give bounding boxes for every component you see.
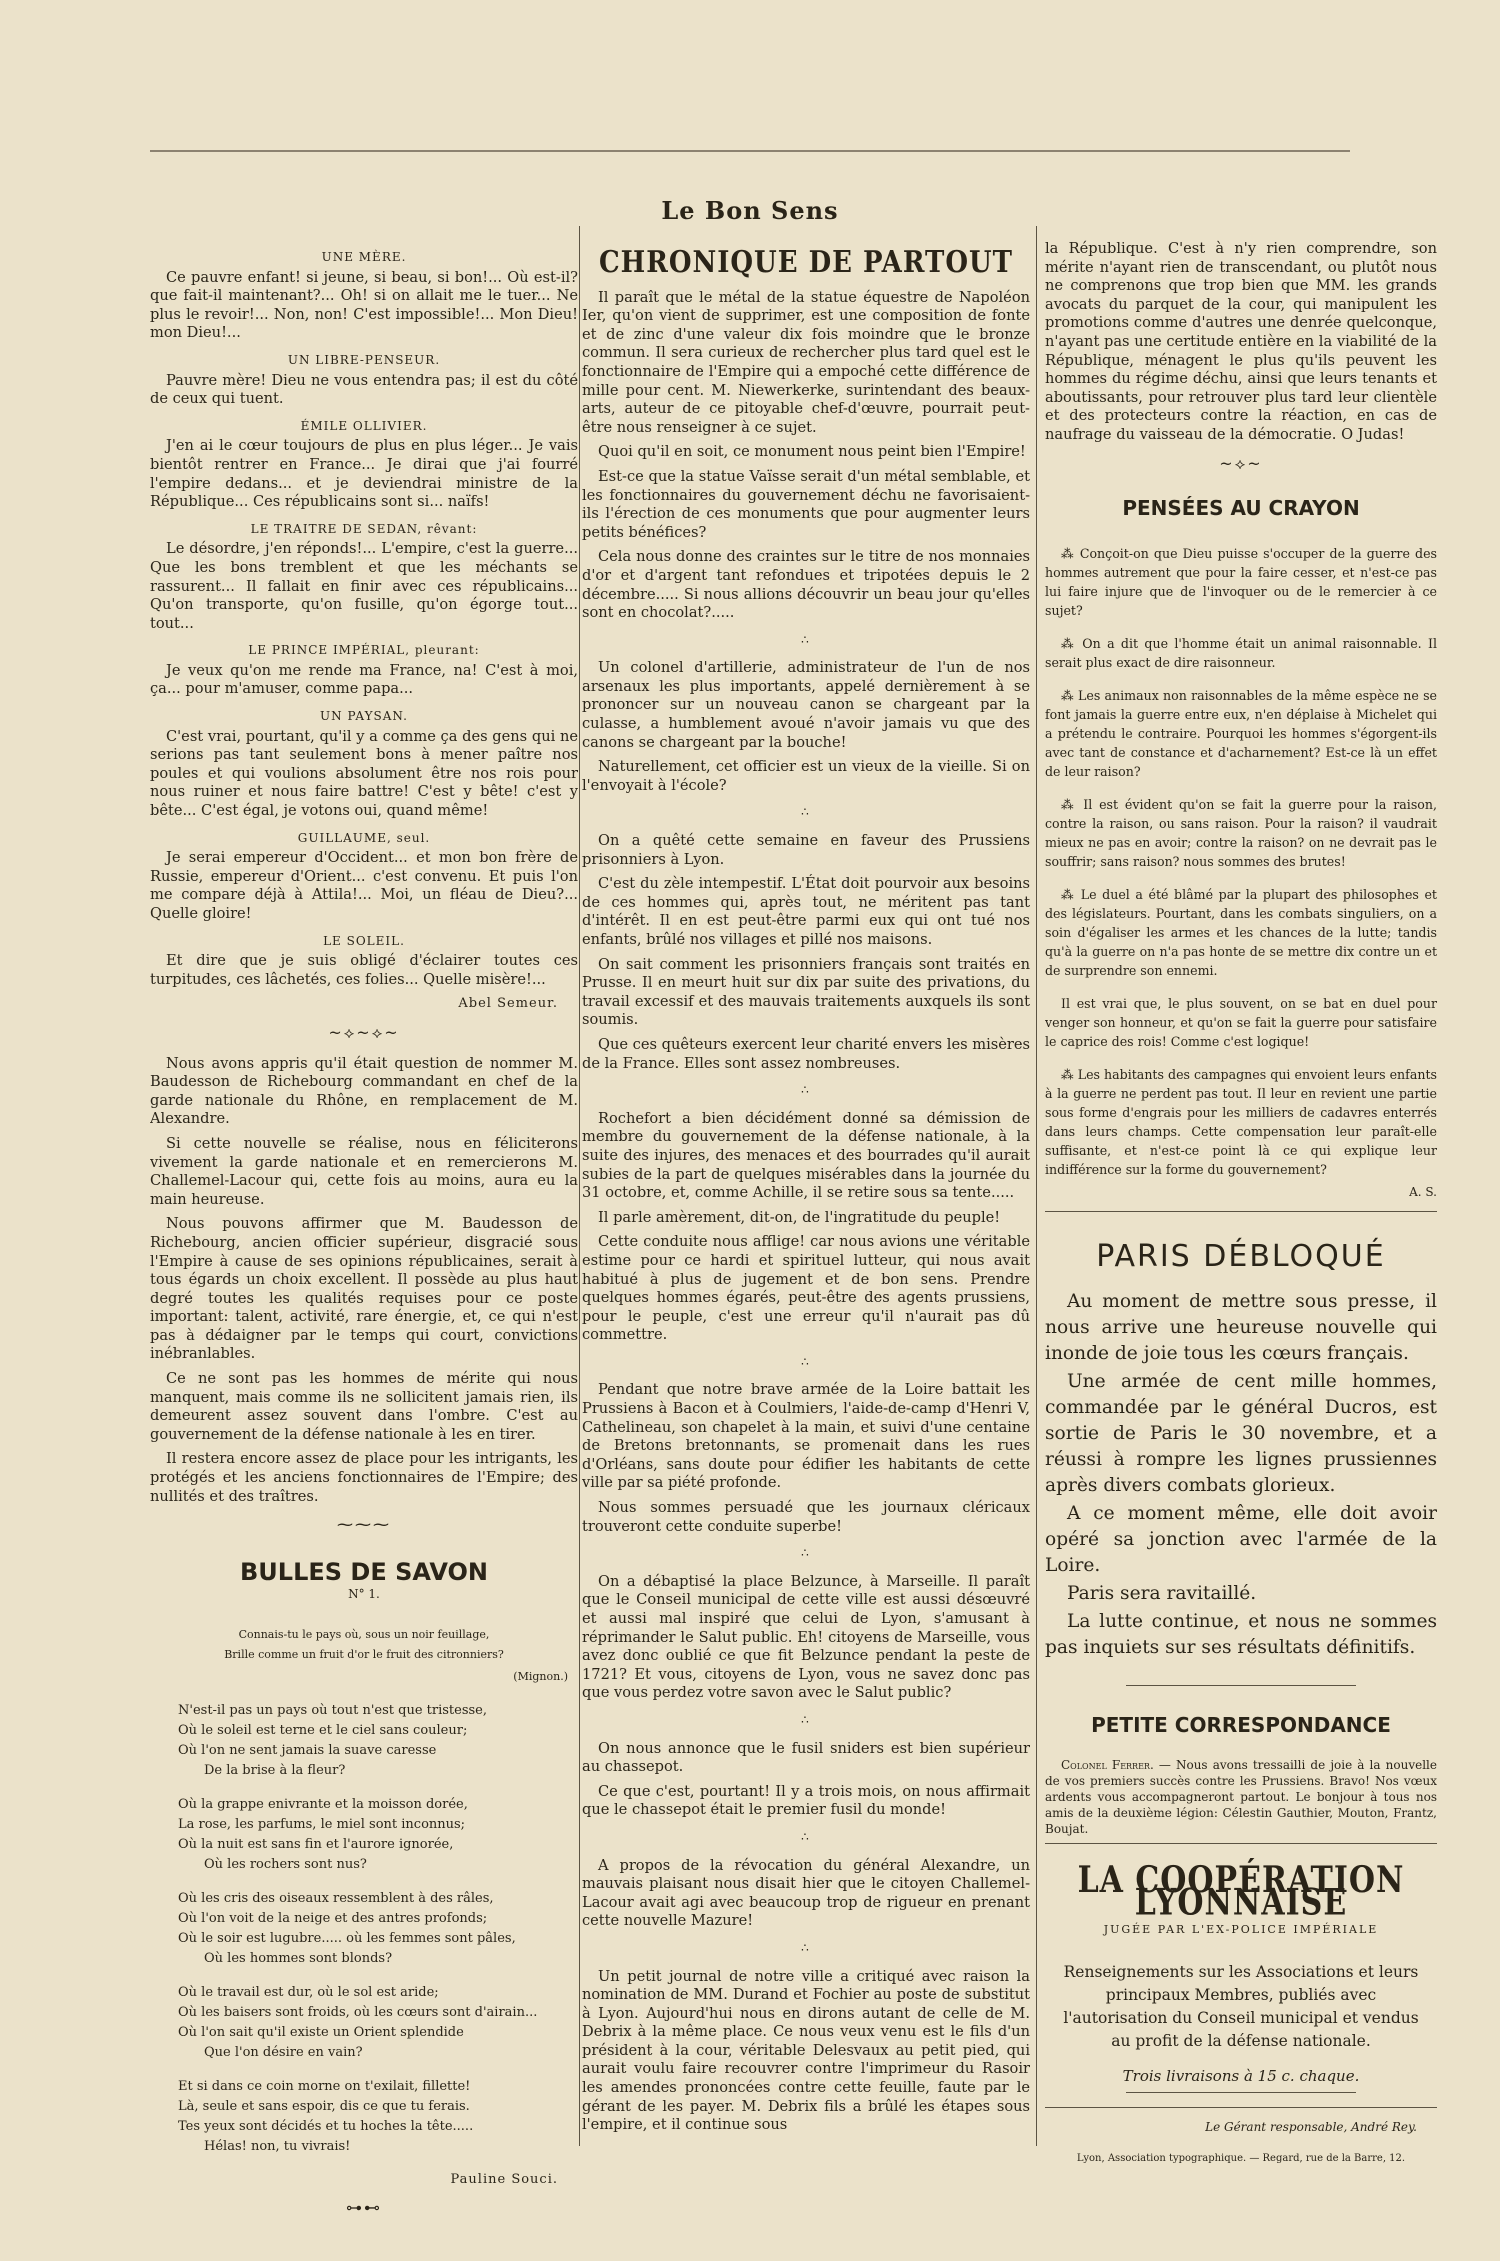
- verse-line: Où la grappe enivrante et la moisson dorée,: [178, 1796, 468, 1812]
- verse-line: Où le travail est dur, où le sol est aride;: [178, 1984, 439, 2000]
- paragraph: Il paraît que le métal de la statue équestre de Napoléon Ier, qu'on vient de supprimer, est une composition de fonte et de zinc d'une valeur dix fois moindre que le bronze commun. Il sera curieux de rechercher plus tard quel est le fonctionnaire de l'Empire qui a empoché cette différence de mille pour cent. M. Niewerkerke, surintendant des beaux-arts, auteur de ce pitoyable chef-d'œuvre, pourrait peut-être nous renseigner à ce sujet.: [582, 288, 1030, 436]
- pensee-item: ⁂ Il est évident qu'on se fait la guerre pour la raison, contre la raison, ou sans raison. Pour la raison? il vaudrait mieux ne pas en avoir; contre la raison? on ne devrait pas le souffrir; sans raison? nous sommes des brutes!: [1045, 796, 1437, 869]
- chronique-item: [582, 1573, 1030, 1703]
- paragraph: Ce que c'est, pourtant! Il y a trois mois, on nous affirmait que le chassepot était le premier fusil du monde!: [582, 1782, 1030, 1819]
- paragraph: On sait comment les prisonniers français sont traités en Prusse. Il en meurt huit sur dix par suite des privations, du travail excessif et des mauvais traitements auxquels ils sont soumis.: [582, 955, 1030, 1029]
- paragraph: Quoi qu'il en soit, ce monument nous peint bien l'Empire!: [598, 443, 1026, 461]
- stanza: [178, 1889, 578, 1969]
- advert-text: Renseignements sur les Associations et leurs principaux Membres, publiés avec l'autorisation du Conseil municipal et vendus au profit de la défense nationale.: [1063, 1963, 1419, 2051]
- asterism-divider-icon: ∴: [801, 1712, 811, 1727]
- chronique-item: [582, 1381, 1030, 1536]
- verse-line: Que l'on désire en vain?: [204, 2044, 363, 2060]
- chronique-item: [582, 1968, 1030, 2135]
- asterism-divider-icon: ∴: [801, 1083, 811, 1098]
- continued-paragraph: la République. C'est à n'y rien comprendre, son mérite n'ayant rien de transcendant, ou plutôt nous ne comprenons que trop bien que MM. les grands avocats du parquet de la cour, qui manipulent les promotions comme d'autres une denrée quelconque, n'ayant pas une certitude entière en la viabilité de la République, ménagent le plus qu'ils peuvent les hommes du régime déchu, ainsi que leurs tenants et aboutissants, pour retrouver plus tard leur clientèle et des protecteurs contre la réaction, en cas de naufrage du vaisseau de la démocratie. O Judas!: [1045, 240, 1437, 443]
- pensee-item: ⁂ Les habitants des campagnes qui envoient leurs enfants à la guerre ne perdent pas tout. Il leur en revient une partie sous forme d'engrais pour les milliers de cadavres enterrés dans leurs champs. Cette compensation leur paraît-elle suffisante, et n'est-ce point là ce qui explique leur indifférence sur la forme du gouvernement?: [1045, 1066, 1437, 1177]
- ornament-divider-icon: ~⟡~: [1219, 453, 1263, 473]
- dialogue-entry: [150, 829, 578, 924]
- verse-line: Où l'on ne sent jamais la suave caresse: [178, 1742, 437, 1758]
- author-signature: Pauline Souci.: [450, 2171, 558, 2187]
- dialogue-entry: [150, 641, 578, 699]
- asterism-divider-icon: ∴: [801, 805, 811, 820]
- verse-line: Là, seule et sans espoir, dis ce que tu ferais.: [178, 2098, 470, 2114]
- chronique-item: [582, 1857, 1030, 1931]
- verse-line: Où l'on voit de la neige et des antres profonds;: [178, 1910, 488, 1926]
- verse-line: Où les baisers sont froids, où les cœurs sont d'airain...: [178, 2004, 538, 2020]
- pensees-list: [1045, 544, 1437, 1202]
- speech: J'en ai le cœur toujours de plus en plus léger... Je vais bientôt rentrer en France... Je dirai que j'ai fourré l'empire dedans... et je deviendrai ministre de la République... Ces républicains sont si... naïfs!: [150, 437, 578, 511]
- dialogue-entry: [150, 707, 578, 821]
- stanza: [178, 1795, 578, 1875]
- paragraph: Nous pouvons affirmer que M. Baudesson de Richebourg, ancien officier supérieur, disgracié sous l'Empire à cause de ses opinions républicaines, serait à tous égards un choix excellent. Il possède au plus haut degré toutes les qualités requises pour ce poste important: talent, activité, rare énergie, et, ce qui n'est pas à dédaigner par le temps qui court, convictions inébranlables.: [150, 1215, 578, 1363]
- column-1: [150, 240, 578, 2230]
- section-title-chronique: CHRONIQUE DE PARTOUT: [598, 245, 1014, 281]
- speech: C'est vrai, pourtant, qu'il y a comme ça des gens qui ne serions pas tant seulement bons à mener paître nos poules et qui voulions absolument être nos rois pour nous ruiner et nous faire battre! C'est y bête! c'est y bête... C'est égal, je votons oui, quand même!: [150, 727, 578, 820]
- ornament-divider-icon: ⁓⁓⁓: [337, 1515, 391, 1535]
- column-2: [582, 240, 1030, 2230]
- paragraph: On a quêté cette semaine en faveur des Prussiens prisonniers à Lyon.: [582, 832, 1030, 868]
- paragraph: Rochefort a bien décidément donné sa démission de membre du gouvernement de la défense nationale, à la suite des injures, des menaces et des bourrades qu'il aurait subies de la part de quelques misérables dans la journée du 31 octobre, et, comme Achille, il se retire sous sa tente.....: [582, 1109, 1030, 1202]
- speech: Pauvre mère! Dieu ne vous entendra pas; il est du côté de ceux qui tuent.: [150, 371, 578, 408]
- verse-line: Où les rochers sont nus?: [204, 1856, 367, 1872]
- advert-title-cooperation: LA COOPÉRATION LYONNAISE: [1077, 1858, 1405, 1924]
- dialogue-entry: [150, 417, 578, 512]
- section-title-bulles: BULLES DE SAVON: [240, 1557, 488, 1586]
- verse-line: Où le soir est lugubre..... où les femmes sont pâles,: [178, 1930, 516, 1946]
- verse-line: La rose, les parfums, le miel sont inconnus;: [178, 1816, 466, 1832]
- imprimerie-line: Lyon, Association typographique. — Regard, rue de la Barre, 12.: [1076, 2153, 1406, 2165]
- section-title-paris: PARIS DÉBLOQUÉ: [1096, 1239, 1386, 1275]
- stanza: [178, 1701, 578, 1781]
- header-rule: [150, 150, 1350, 152]
- paragraph: Que ces quêteurs exercent leur charité envers les misères de la France. Elles sont assez nombreuses.: [582, 1035, 1030, 1072]
- paragraph: Cela nous donne des craintes sur le titre de nos monnaies d'or et d'argent tant refondues et tripotées depuis le 2 décembre..... Si nous allions découvrir un beau jour qu'elles sont en chocolat?.....: [582, 548, 1030, 622]
- section-rule: [1126, 1685, 1356, 1686]
- speaker: LE PRINCE IMPÉRIAL, pleurant:: [248, 643, 480, 658]
- speech: Ce pauvre enfant! si jeune, si beau, si bon!... Où est-il? que fait-il maintenant?... Oh! si on allait me le tuer... Ne plus le revoir!... Non, non! C'est impossible!... Mon Dieu! mon Dieu!...: [150, 268, 578, 342]
- paragraph: Naturellement, cet officier est un vieux de la vieille. Si on l'envoyait à l'école?: [582, 758, 1030, 794]
- paragraph: Nous sommes persuadé que les journaux cléricaux trouveront cette conduite superbe!: [582, 1499, 1030, 1535]
- paragraph: Pendant que notre brave armée de la Loire battait les Prussiens à Bacon et à Coulmiers, l'aide-de-camp d'Henri V, Cathelineau, son chapelet à la main, et suivi d'une centaine de Bretons bretonnants, se promenait dans les rues d'Orléans, sans doute pour édifier les habitants de cette ville par sa piété profonde.: [582, 1381, 1030, 1492]
- recipient-name: Colonel Ferrer.: [1061, 1757, 1154, 1772]
- verse-line: Où l'on sait qu'il existe un Orient splendide: [178, 2024, 464, 2040]
- speaker: UN LIBRE-PENSEUR.: [287, 352, 441, 367]
- section-title-petite-correspondance: PETITE CORRESPONDANCE: [1091, 1712, 1391, 1737]
- chronique-item: [582, 289, 1030, 623]
- dialogue-block: [150, 248, 578, 1014]
- paragraph: On nous annonce que le fusil sniders est bien supérieur au chassepot.: [582, 1739, 1030, 1776]
- dialogue-entry: [150, 932, 578, 990]
- paragraph: La lutte continue, et nous ne sommes pas inquiets sur ses résultats définitifs.: [1045, 1610, 1437, 1658]
- speech: Le désordre, j'en réponds!... L'empire, c'est la guerre... Que les bons tremblent et que les méchants se rassurent... Il fallait en finir avec ces républicains... Qu'on transporte, qu'on fusille, qu'on égorge tout... tout...: [150, 540, 578, 632]
- advert-subtitle: JUGÉE PAR L'EX-POLICE IMPÉRIALE: [1103, 1922, 1379, 1936]
- dialogue-entry: [150, 248, 578, 343]
- paragraph: Si cette nouvelle se réalise, nous en féliciterons vivement la garde nationale et en remercierons M. Challemel-Lacour qui, cette fois au moins, aura eu la main heureuse.: [150, 1134, 578, 1208]
- pensee-item: ⁂ On a dit que l'homme était un animal raisonnable. Il serait plus exact de dire raisonneur.: [1045, 635, 1437, 670]
- stanza: [178, 1983, 578, 2063]
- chronique-item: [582, 659, 1030, 795]
- asterism-icon: ⁂: [1061, 687, 1079, 703]
- speaker: GUILLAUME, seul.: [297, 830, 431, 845]
- paragraph: Un colonel d'artillerie, administrateur de l'un de nos arsenaux les plus importants, appelé dernièrement à se prononcer sur un nouveau canon se chargeant par la culasse, a humblement avoué n'avoir jamais vu que des canons se chargeant par la bouche!: [582, 659, 1030, 751]
- verse-line: Hélas! non, tu vivrais!: [204, 2138, 351, 2154]
- paragraph: A propos de la révocation du général Alexandre, un mauvais plaisant nous disait hier que le citoyen Challemel-Lacour avait agi avec beaucoup trop de rigueur en prenant cette nouvelle Mazure!: [582, 1856, 1030, 1930]
- correspondance-entry: Colonel Ferrer. — Nous avons tressailli de joie à la nouvelle de vos premiers succès contre les Prussiens. Bravo! Nos vœux ardents vous accompagneront partout. Le bonjour à tous nos amis de la deuxième légion: Célestin Gauthier, Mouton, Frantz, Boujat.: [1045, 1757, 1437, 1836]
- pensee-item: ⁂ Les animaux non raisonnables de la même espèce ne se font jamais la guerre entre eux, n'en déplaise à Michelet qui a prétendu le contraire. Pourquoi les hommes s'égorgent-ils avec tant de constance et d'acharnement? Est-ce là un effet de leur raison?: [1045, 687, 1437, 779]
- gerant-line: Le Gérant responsable, André Rey.: [1205, 2119, 1417, 2134]
- epigraph-line: Brille comme un fruit d'or le fruit des citronniers?: [224, 1648, 504, 1661]
- chronique-item: [582, 1110, 1030, 1345]
- column-3: [1045, 240, 1437, 2230]
- verse-line: N'est-il pas un pays où tout n'est que tristesse,: [178, 1702, 488, 1718]
- asterism-divider-icon: ∴: [801, 632, 811, 647]
- speaker: LE TRAITRE DE SEDAN, rêvant:: [250, 521, 478, 536]
- paragraph: Est-ce que la statue Vaïsse serait d'un métal semblable, et les fonctionnaires du gouvernement déchu ne favorisaient-ils l'érection de ces monuments que pour augmenter leurs petits bénéfices?: [582, 467, 1030, 541]
- paris-article: [1045, 1289, 1437, 1661]
- paragraph: Ce ne sont pas les hommes de mérite qui nous manquent, mais comme ils ne sollicitent jamais rien, ils demeurent assez souvent dans l'ombre. C'est au gouvernement de la défense nationale à les en tirer.: [150, 1370, 578, 1443]
- pensee-item: ⁂ Le duel a été blâmé par la plupart des philosophes et des législateurs. Pourtant, dans les combats singuliers, on a soin d'égaliser les armes et les chances de la lutte; tandis qu'à la guerre on n'a pas honte de se mettre dix contre un et de surprendre son ennemi.: [1045, 886, 1437, 978]
- ornament-divider-icon: ⊶⊷: [346, 2198, 382, 2218]
- verse-line: Tes yeux sont décidés et tu hoches la tête.....: [178, 2118, 474, 2134]
- pensee-item: ⁂ Conçoit-on que Dieu puisse s'occuper de la guerre des hommes autrement que pour la faire cesser, et n'est-ce pas lui faire injure que de l'invoquer ou de le remercier à ce sujet?: [1045, 545, 1437, 618]
- verse-line: Où les cris des oiseaux ressemblent à des râles,: [178, 1890, 494, 1906]
- dialogue-entry: [150, 351, 578, 409]
- epigraph-line: Connais-tu le pays où, sous un noir feuillage,: [238, 1628, 490, 1641]
- asterism-divider-icon: ∴: [801, 1546, 811, 1561]
- paragraph: A ce moment même, elle doit avoir opéré sa jonction avec l'armée de la Loire.: [1045, 1502, 1437, 1576]
- pensee-item: Il est vrai que, le plus souvent, on se bat en duel pour venger son honneur, et qu'on se fait la guerre pour satisfaire le caprice des rois! Comme c'est logique!: [1045, 995, 1437, 1049]
- chronique-item: [582, 832, 1030, 1073]
- ornament-divider-icon: ~⟡~⟡~: [328, 1022, 400, 1042]
- paragraph: Il parle amèrement, dit-on, de l'ingratitude du peuple!: [598, 1208, 1001, 1226]
- advert-price: Trois livraisons à 15 c. chaque.: [1122, 2067, 1360, 2086]
- asterism-icon: ⁂: [1061, 545, 1080, 561]
- dialogue-entry: [150, 520, 578, 634]
- column-rule-2: [1036, 226, 1037, 2146]
- issue-number: N° 1.: [348, 1587, 380, 1602]
- masthead: Le Bon Sens: [661, 196, 839, 225]
- article-baudesson: [150, 1055, 578, 1507]
- speaker: UNE MÈRE.: [321, 250, 407, 264]
- asterism-divider-icon: ∴: [801, 1829, 811, 1844]
- verse-line: Et si dans ce coin morne on t'exilait, fillette!: [178, 2078, 471, 2094]
- stanza: [178, 2077, 578, 2157]
- chronique-item: [582, 1740, 1030, 1820]
- poem: [178, 1701, 578, 2157]
- paragraph: Un petit journal de notre ville a critiqué avec raison la nomination de MM. Durand et Fochier au poste de substitut à Lyon. Aujourd'hui nous en dirons autant de celle de M. Debrix à la même place. Ce nous veux venu est le fils d'un président à la cour, véritable Delesvaux au petit pied, qui aurait voulu faire recouvrer contre l'imprimeur du Rasoir les amendes prononcées contre cette feuille, faute par le gérant de les payer. M. Debrix fils a brûlé les étapes sous l'empire, et il continue sous: [582, 1967, 1030, 2134]
- paragraph: Nous avons appris qu'il était question de nommer M. Baudesson de Richebourg commandant en chef de la garde nationale du Rhône, en remplacement de M. Alexandre.: [150, 1054, 578, 1128]
- verse-line: De la brise à la fleur?: [204, 1762, 346, 1778]
- section-rule: [1126, 2092, 1356, 2093]
- asterism-icon: ⁂: [1061, 886, 1081, 902]
- asterism-icon: ⁂: [1061, 796, 1084, 812]
- speaker: LE SOLEIL.: [323, 933, 405, 948]
- author-signature: A. S.: [1409, 1184, 1437, 1199]
- verse-line: Où les hommes sont blonds?: [204, 1950, 393, 1966]
- paragraph: Il restera encore assez de place pour les intrigants, les protégés et les anciens fonctionnaires de l'Empire; des nullités et des traîtres.: [150, 1450, 578, 1505]
- speech: Je serai empereur d'Occident... et mon bon frère de Russie, empereur d'Orient... c'est convenu. Et puis l'on me compare déjà à Attila!... Moi, un fléau de Dieu?... Quelle gloire!: [150, 849, 578, 922]
- section-rule: [1045, 1211, 1437, 1212]
- paragraph: Cette conduite nous afflige! car nous avions une véritable estime pour ce hardi et spirituel lutteur, qui nous avait habitué à plus de jugement et de bon sens. Prendre quelques hommes égarés, peut-être des agents prussiens, pour le peuple, c'est une erreur qu'il n'aurait pas dû commettre.: [582, 1233, 1030, 1344]
- paragraph: C'est du zèle intempestif. L'État doit pourvoir aux besoins de ces hommes qui, après tout, ne méritent pas tant d'intérêt. Il en est peut-être parmi eux qui ont tué nos enfants, brûlé nos villages et pillé nos maisons.: [582, 875, 1030, 948]
- section-title-pensees: PENSÉES AU CRAYON: [1122, 496, 1360, 521]
- author-signature: Abel Semeur.: [458, 996, 558, 1012]
- asterism-icon: ⁂: [1061, 635, 1083, 651]
- paragraph: Paris sera ravitaillé.: [1067, 1582, 1257, 1604]
- section-rule: [1045, 2107, 1437, 2108]
- verse-line: Où la nuit est sans fin et l'aurore ignorée,: [178, 1836, 454, 1852]
- paragraph: Une armée de cent mille hommes, commandée par le général Ducros, est sortie de Paris le 30 novembre, et a réussi à rompre les lignes prussiennes après divers combats glorieux.: [1045, 1370, 1437, 1496]
- verse-line: Où le soleil est terne et le ciel sans couleur;: [178, 1722, 468, 1738]
- asterism-divider-icon: ∴: [801, 1940, 811, 1955]
- paragraph: On a débaptisé la place Belzunce, à Marseille. Il paraît que le Conseil municipal de cette ville est aussi désœuvré et aussi mal inspiré que celui de Lyon, s'amusant à réprimander le Salut public. Eh! citoyens de Marseille, vous avez donc oublié ce que fit Belzunce pendant la peste de 1721? Et vous, citoyens de Lyon, vous ne savez donc pas que vous perdez votre savon avec le Salut public?: [582, 1572, 1030, 1702]
- section-rule: [1045, 1843, 1437, 1844]
- speaker: ÉMILE OLLIVIER.: [300, 418, 428, 433]
- speech: Je veux qu'on me rende ma France, na! C'est à moi, ça... pour m'amuser, comme papa...: [150, 661, 578, 698]
- speaker: UN PAYSAN.: [320, 709, 408, 724]
- epigraph-source: (Mignon.): [513, 1670, 568, 1683]
- paragraph: Au moment de mettre sous presse, il nous arrive une heureuse nouvelle qui inonde de joie tous les cœurs français.: [1045, 1290, 1437, 1364]
- asterism-icon: ⁂: [1061, 1066, 1078, 1082]
- asterism-divider-icon: ∴: [801, 1354, 811, 1369]
- speech: Et dire que je suis obligé d'éclairer toutes ces turpitudes, ces lâchetés, ces folies... Quelle misère!...: [150, 952, 578, 988]
- column-rule-1: [579, 226, 580, 2146]
